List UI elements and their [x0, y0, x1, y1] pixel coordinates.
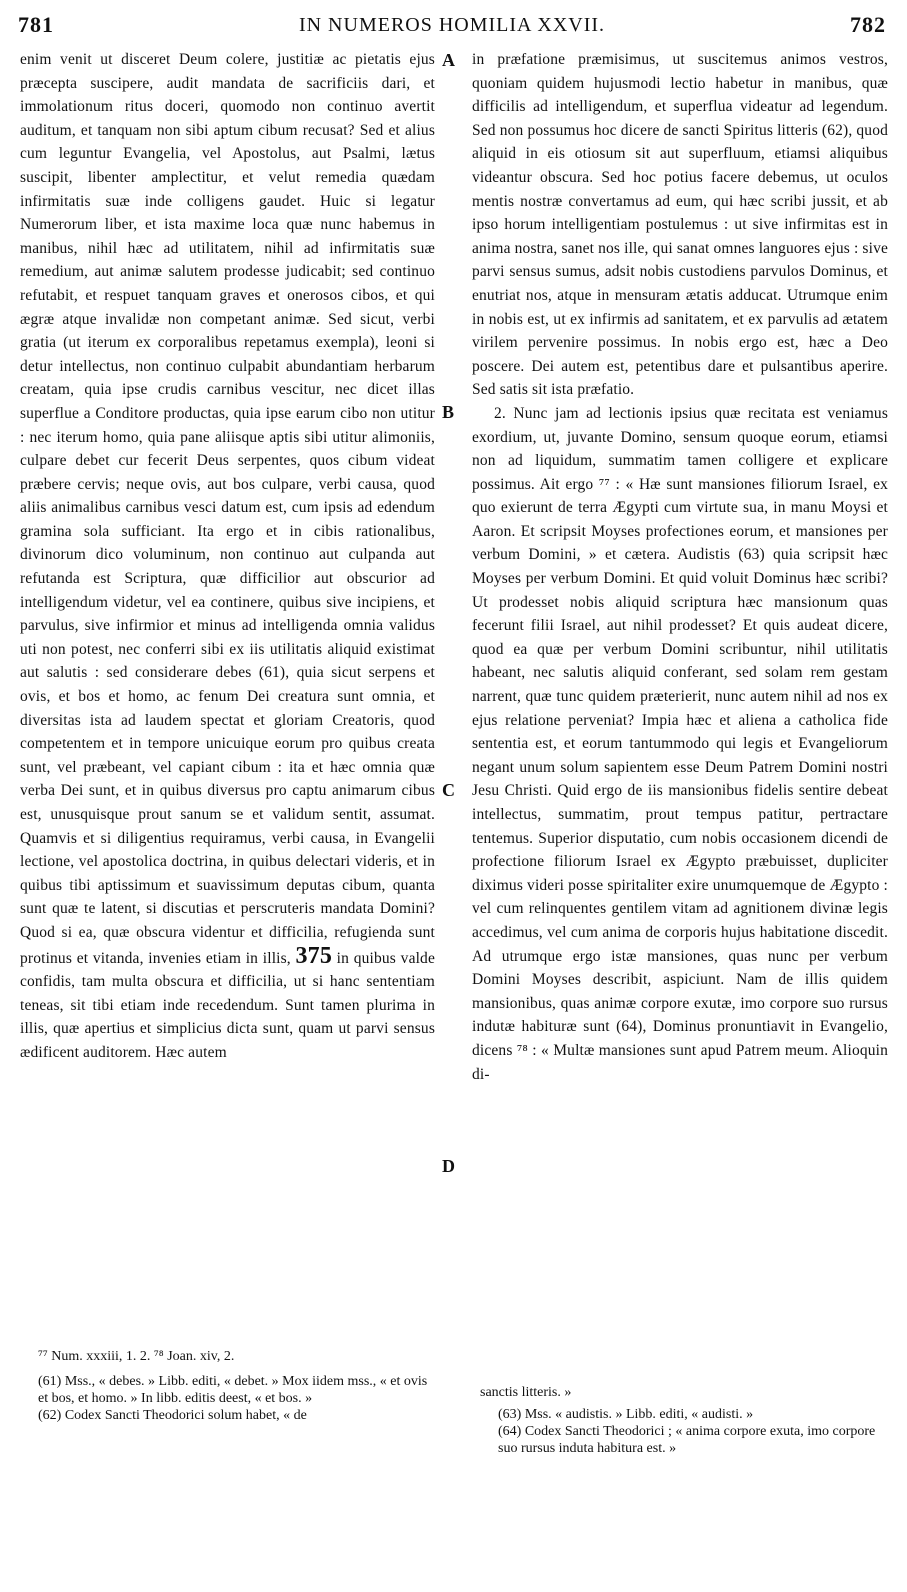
- running-title: IN NUMEROS HOMILIA XXVII.: [298, 14, 606, 36]
- footnote-62: (62) Codex Sancti Theodorici solum habet, « de: [38, 1408, 307, 1423]
- footnote-61: (61) Mss., « debes. » Libb. editi, « debet. » Mox iidem mss., « et ovis et bos, et homo. » In libb. editis deest, « et bos. »: [38, 1374, 428, 1406]
- footnote-64: (64) Codex Sancti Theodorici ; « anima corpore exuta, imo corpore suo rursus induta habitura est. »: [498, 1424, 876, 1456]
- page-header: [18, 12, 886, 42]
- left-paragraph-text: enim venit ut disceret Deum colere, justitiæ ac pietatis ejus præcepta suscipere, audit mandata de sacrificiis dari, et immolationum ritus doceri, quomodo non continuo avertit auditum, et tanquam non sibi aptum cibum recusat? Sed et alius cum leguntur Evangelia, vel Apostolus, aut Psalmi, lætus suscipit, libenter amplectitur, et velut remedia quædam infirmitatis suæ inde colligens gaudet. Huic si legatur Numerorum liber, et ista maxime loca quæ nunc habemus in manibus, nihil hæc ad utilitatem, nihil ad infirmitatis suæ remedium, aut animæ salutem prodesse judicabit; sed continuo refutabit, et respuet tanquam graves et onerosos cibos, et qui ægræ atque invalidæ non competant animæ. Sed sicut, verbi gratia (ut iterum ex corporalibus repetamus exempla), leoni si detur intellectus, non continuo culpabit abundantiam herbarum creatam, quia ipse crudis carnibus vescitur, nec dicet illas superflue a Conditore productas, quia ipse earum cibo non utitur : nec iterum homo, quia pane aliisque aptis sibi utitur alimoniis, culpare debet cur fecerit Deus serpentes, quos cibum videat præbere cervis; neque ovis, aut bos culpare, verbi causa, quod aliis animalibus carnibus vesci datum est, cum ipsis ad edendum gramina sola sufficiant. Ita ergo et in cibis rationalibus, divinorum dico voluminum, non continuo aut culpanda aut refutanda est Scriptura, quæ difficilior aut obscurior ad intelligendum videtur, vel ea continere, quibus sive incipiens, et parvulus, sive infirmior et minus ad intelligenda omnia validus uti non potest, nec conferri sibi ex iis utilitatis aliquid existimat aut salutis : sed considerare debes (61), quia sicut serpens et ovis, et bos et homo, ac fenum Dei creatura sunt omnia, et diversitas ista ad laudem spectat et gloriam Creatoris, quod competentem et in tempore unicuique eorum pro quibus creata sunt, vel præbeant, vel capiant cibum : ita et hæc omnia quæ verba Dei sunt, et in quibus diversus pro captu animarum cibus est, unusquisque prout sanum se et validum sentit, assumat. Quamvis et si diligentius requiramus, verbi causa, in Evangelii lectione, vel apostolica doctrina, in quibus delectari videris, et in quibus tibi aptissimum et suavissimum deputas cibum, quanta sunt quæ te latent, si discutias et perscruteris mandata Domini? Quod si ea, quæ obscura videntur et difficilia, refugienda sunt protinus et vitanda, invenies etiam in illis,: [20, 51, 435, 967]
- left-paragraph-text-end: in quibus valde confidis, tam multa obscura et difficilia, ut si hanc sententiam teneas, sit tibi etiam inde recedendum. Sunt tamen plurima in illis, quæ apertius et simplicius dicta sunt, quam ut parvi sensus ædificent auditorem. Hæc autem: [20, 949, 435, 1061]
- left-paragraph: [20, 48, 435, 1065]
- left-page-number: 781: [18, 12, 54, 37]
- margin-letter-c: C: [442, 780, 455, 800]
- margin-letter-b: B: [442, 402, 455, 422]
- right-paragraph-2: 2. Nunc jam ad lectionis ipsius quæ recitata est veniamus exordium, ut, juvante Domino, sensum quoque eorum, etiamsi non ad liquidum, summatim tamen colligere et explicare possimus. Ait ergo ⁷⁷ : « Hæ sunt mansiones filiorum Israel, ex quo exierunt de terra Ægypti cum virtute sua, in manu Moysi et Aaron. Et scripsit Moyses profectiones eorum, et mansiones per verbum Domini, » et cætera. Audistis (63) quia scripsit hæc Moyses per verbum Domini. Et quid voluit Dominus hæc scribi? Ut prodesset nobis aliquid scriptura hæc mansionum quas fecerunt filii Israel, aut nihil prodesset? Et quis audeat dicere, quod ea quæ per verbum Domini scribuntur, nihil utilitatis habeant, nec salutis aliquid conferant, sed solam rem gestam narrent, quæ tunc quidem præterierit, nunc autem nihil ad nos ex ejus relatione perveniat? Impia hæc et aliena a catholica fide sententia est, et eorum tantummodo qui legis et Evangeliorum negant unum solum sapientem esse Deum Patrem Domini nostri Jesu Christi. Quid ergo de iis mansionibus fidelis sentire debeat intellectus, summatim, prout tempus patitur, pertractare tentemus. Superior disputatio, cum nobis occasionem dicendi de profectione filiorum Israel ex Ægypto præbuisset, dupliciter diximus videri posse spiritaliter exire unumquemque de Ægypto : vel cum relinquentes gentilem vitam ad agnitionem divinæ legis accedimus, vel cum anima de corporis hujus habitatione discedit. Ad utrumque ergo istæ mansiones, quas nunc per verbum Domini Moyses describit, aspiciunt. Nam de illis quidem mansionibus, quas animæ corpore exutæ, imo corpore suo rursus indutæ habituræ sunt (64), Dominus pronuntiavit in Evangelio, dicens ⁷⁸ : « Multæ mansiones sunt apud Patrem meum. Alioquin di-: [472, 404, 888, 1083]
- footnote-62-continued: sanctis litteris. »: [480, 1385, 572, 1400]
- margin-letter-d: D: [442, 1156, 455, 1176]
- right-column: [472, 48, 888, 1086]
- right-paragraph-1: in præfatione præmisimus, ut suscitemus animos vestros, quoniam quidem hujusmodi lectio habetur in manibus, quæ difficilis ad intelligendum, et superflua videatur ad legendum. Sed non possumus hoc dicere de sancti Spiritus litteris (62), quod aliquid in eis otiosum sit aut superfluum, etiamsi aliquibus videantur obscura. Sed hoc potius facere debemus, ut oculos mentis nostræ convertamus ad eum, qui hæc scribi jussit, et ab ipso horum intelligentiam postulemus : ut sive infirmitas est in anima nostra, sanet nos ille, qui sanat omnes languores ejus : sive parvi sensus sumus, adsit nobis custodiens parvulos Dominus, et enutriat nos, atque in mensuram ætatis adducat. Utrumque enim in nobis est, ut ex infirmis ad sanitatem, et ex parvulis ad ætatem virilem pervenire possimus. In nobis ergo est, hæc a Deo poscere. Dei autem est, petentibus dare et pulsantibus aperire. Sed satis sit ista præfatio.: [472, 51, 888, 399]
- footnote-63: (63) Mss. « audistis. » Libb. editi, « audisti. »: [498, 1407, 754, 1422]
- scripture-references: ⁷⁷ Num. xxxiii, 1. 2. ⁷⁸ Joan. xiv, 2.: [38, 1349, 235, 1364]
- left-column: [20, 48, 435, 1065]
- footnotes-left: [20, 1348, 435, 1424]
- margin-letter-a: A: [442, 50, 455, 70]
- page-marker: 375: [295, 942, 332, 969]
- footnotes-right: [480, 1384, 888, 1457]
- right-page-number: 782: [850, 12, 886, 37]
